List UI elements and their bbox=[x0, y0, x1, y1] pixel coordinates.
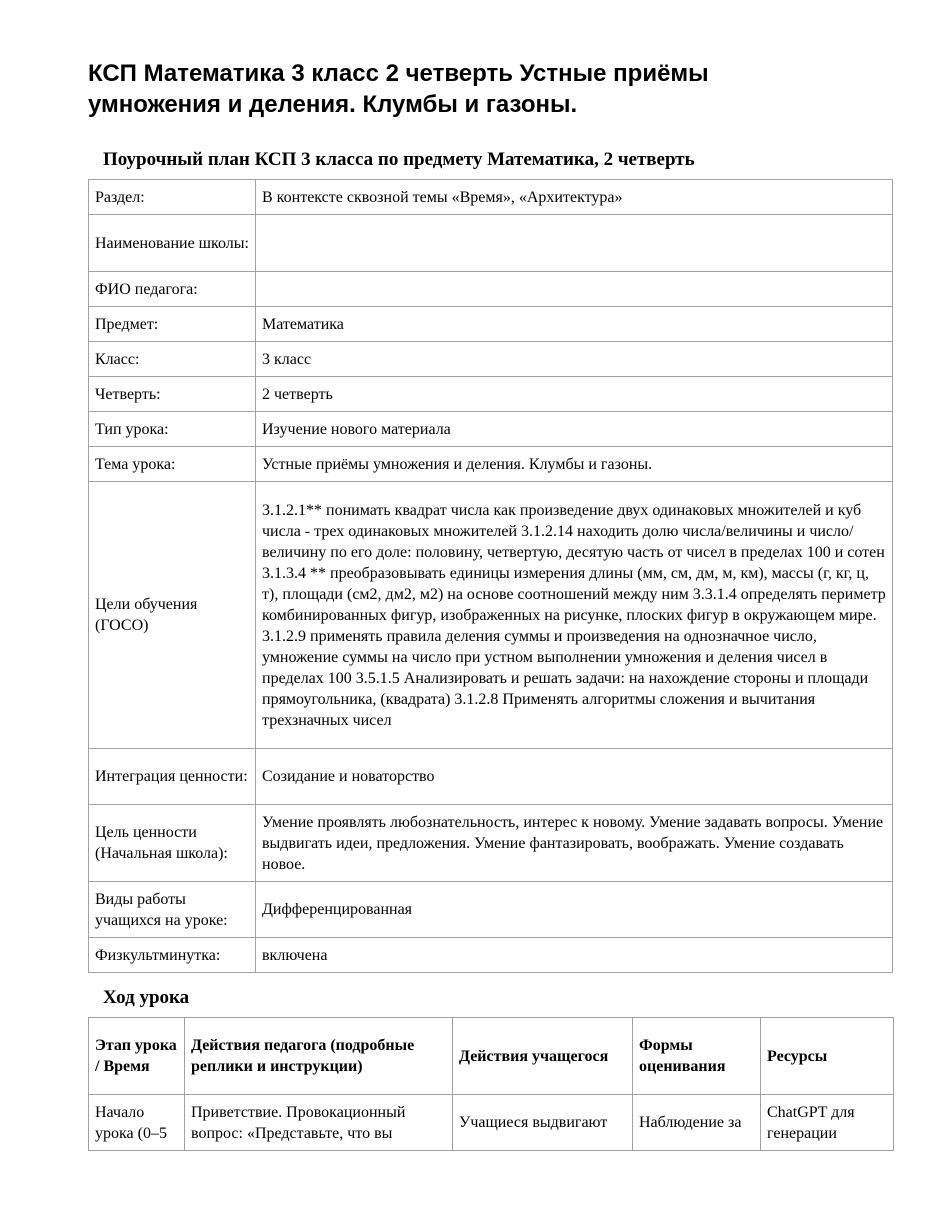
table-row bbox=[89, 412, 893, 447]
row-value: В контексте сквозной темы «Время», «Архитектура» bbox=[256, 180, 893, 215]
row-value: 3 класс bbox=[256, 342, 893, 377]
row-label: ФИО педагога: bbox=[89, 272, 256, 307]
table-row bbox=[89, 805, 893, 882]
row-label: Физкультминутка: bbox=[89, 938, 256, 973]
table-cell: ChatGPT для генерации bbox=[761, 1095, 894, 1151]
table-cell: Приветствие. Провокационный вопрос: «Представьте, что вы bbox=[185, 1095, 453, 1151]
row-value: 2 четверть bbox=[256, 377, 893, 412]
row-value: включена bbox=[256, 938, 893, 973]
table-row bbox=[89, 272, 893, 307]
table-cell: Учащиеся выдвигают bbox=[453, 1095, 633, 1151]
row-value: Созидание и новаторство bbox=[256, 749, 893, 805]
row-value: Умение проявлять любознательность, интерес к новому. Умение задавать вопросы. Умение выдвигать идеи, предложения. Умение фантазировать, воображать. Умение создавать новое. bbox=[256, 805, 893, 882]
column-header-assessment: Формы оценивания bbox=[633, 1018, 761, 1095]
row-label: Предмет: bbox=[89, 307, 256, 342]
lesson-flow-table bbox=[88, 1017, 894, 1151]
lesson-plan-table bbox=[88, 179, 893, 973]
column-header-resources: Ресурсы bbox=[761, 1018, 894, 1095]
table-row bbox=[89, 1095, 894, 1151]
table-cell: Начало урока (0–5 bbox=[89, 1095, 185, 1151]
row-label: Тип урока: bbox=[89, 412, 256, 447]
lesson-flow-heading: Ход урока bbox=[103, 987, 190, 1008]
table-row bbox=[89, 749, 893, 805]
row-value: 3.1.2.1** понимать квадрат числа как произведение двух одинаковых множителей и куб числа - трех одинаковых множителей 3.1.2.14 находить долю числа/величины и число/величину по его доле: половину, четвертую, десятую часть от чисел в пределах 100 и сотен 3.1.3.4 ** преобразовывать единицы измерения длины (мм, см, дм, м, км), массы (г, кг, ц, т), площади (см2, дм2, м2) на основе соотношений между ним 3.3.1.4 определять периметр комбинированных фигур, изображенных на рисунке, плоских фигур в окружающем мире. 3.1.2.9 применять правила деления суммы и произведения на однозначное число, умножение суммы на число при устном выполнении умножения и деления чисел в пределах 100 3.5.1.5 Анализировать и решать задачи: на нахождение стороны и площади прямоугольника, (квадрата) 3.1.2.8 Применять алгоритмы сложения и вычитания трехзначных чисел bbox=[256, 482, 893, 749]
row-label: Раздел: bbox=[89, 180, 256, 215]
row-label: Наименование школы: bbox=[89, 215, 256, 272]
row-label: Тема урока: bbox=[89, 447, 256, 482]
row-label: Четверть: bbox=[89, 377, 256, 412]
table-row bbox=[89, 377, 893, 412]
row-value: Математика bbox=[256, 307, 893, 342]
table-row bbox=[89, 938, 893, 973]
row-label: Цель ценности (Начальная школа): bbox=[89, 805, 256, 882]
row-label: Интеграция ценности: bbox=[89, 749, 256, 805]
table-row bbox=[89, 482, 893, 749]
row-label: Цели обучения (ГОСО) bbox=[89, 482, 256, 749]
table-row bbox=[89, 180, 893, 215]
row-value bbox=[256, 272, 893, 307]
table-row bbox=[89, 342, 893, 377]
column-header-stage: Этап урока / Время bbox=[89, 1018, 185, 1095]
row-value: Устные приёмы умножения и деления. Клумбы и газоны. bbox=[256, 447, 893, 482]
document-title: КСП Математика 3 класс 2 четверть Устные приёмы умножения и деления. Клумбы и газоны. bbox=[88, 60, 709, 118]
row-label: Класс: bbox=[89, 342, 256, 377]
table-row bbox=[89, 882, 893, 938]
column-header-student-actions: Действия учащегося bbox=[453, 1018, 633, 1095]
table-header-row bbox=[89, 1018, 894, 1095]
row-value: Дифференцированная bbox=[256, 882, 893, 938]
table-row bbox=[89, 307, 893, 342]
row-value bbox=[256, 215, 893, 272]
plan-heading: Поурочный план КСП 3 класса по предмету Математика, 2 четверть bbox=[103, 149, 695, 170]
table-cell: Наблюдение за bbox=[633, 1095, 761, 1151]
row-value: Изучение нового материала bbox=[256, 412, 893, 447]
column-header-teacher-actions: Действия педагога (подробные реплики и инструкции) bbox=[185, 1018, 453, 1095]
table-row bbox=[89, 447, 893, 482]
row-label: Виды работы учащихся на уроке: bbox=[89, 882, 256, 938]
table-row bbox=[89, 215, 893, 272]
